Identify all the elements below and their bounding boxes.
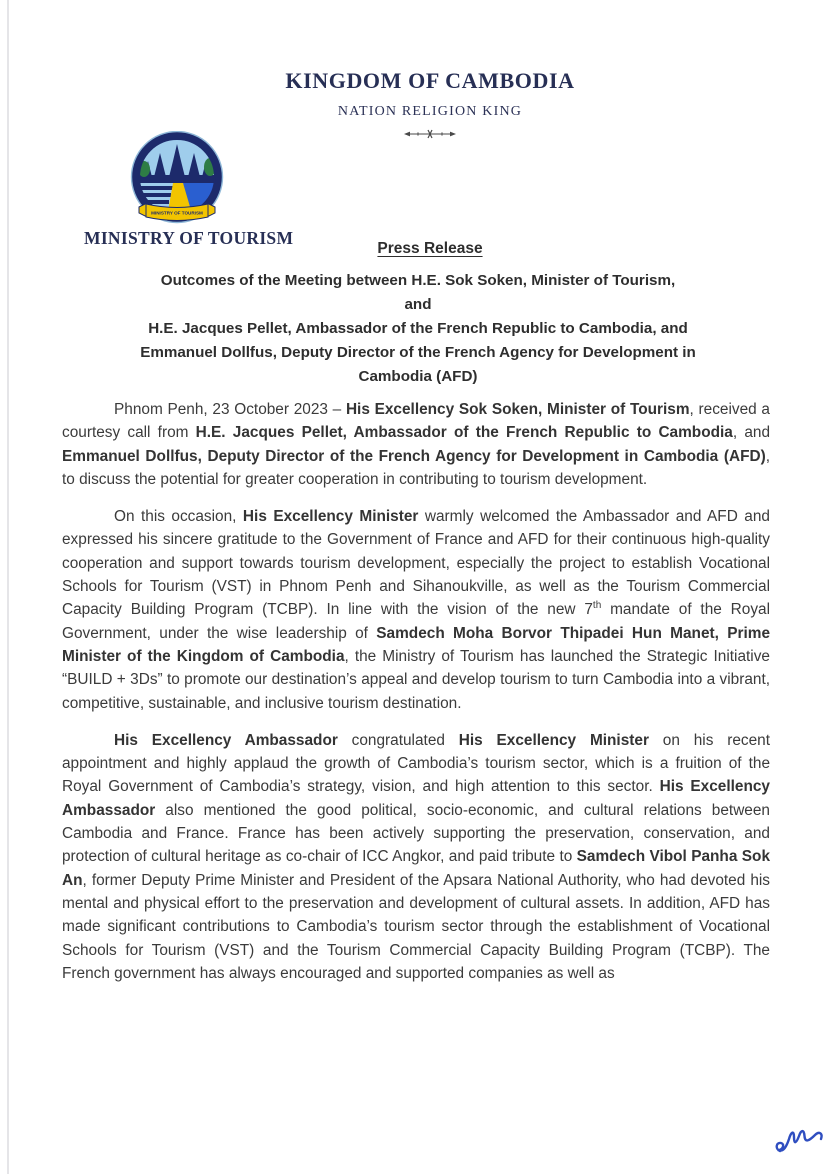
document-body xyxy=(62,398,770,999)
paragraph: Phnom Penh, 23 October 2023 – His Excellency Sok Soken, Minister of Tourism, received a courtesy call from H.E. Jacques Pellet, Ambassador of the French Republic to Cambodia, and Emmanuel Dollfus, Deputy Director of the French Agency for Development in Cambodia (AFD), to discuss the potential for greater cooperation in contributing to tourism development. xyxy=(62,401,770,488)
national-motto: NATION RELIGION KING xyxy=(337,104,523,119)
ministry-of-tourism-logo xyxy=(127,131,227,230)
scan-artifact-line xyxy=(7,0,9,1174)
kingdom-title: KINGDOM OF CAMBODIA xyxy=(285,68,575,93)
title-line: H.E. Jacques Pellet, Ambassador of the French Republic to Cambodia, and xyxy=(148,320,688,337)
paragraph: His Excellency Ambassador congratulated His Excellency Minister on his recent appointment and highly applaud the growth of Cambodia’s tourism sector, which is a fruition of the Royal Government of Cambodia’s strategy, vision, and high attention to this sector. His Excellency Ambassador also mentioned the good political, socio-economic, and cultural relations between Cambodia and France. France has been actively supporting the preservation, conservation, and protection of cultural heritage as co-chair of ICC Angkor, and paid tribute to Samdech Vibol Panha Sok An, former Deputy Prime Minister and President of the Apsara National Authority, who had devoted his mental and physical effort to the preservation and development of cultural assets. In addition, AFD has made significant contributions to Cambodia’s tourism sector through the establishment of Vocational Schools for Tourism (VST) and the Tourism Commercial Capacity Building Program (TCBP). The French government has always encouraged and supported companies as well as xyxy=(62,731,770,982)
paragraph: On this occasion, His Excellency Minister warmly welcomed the Ambassador and AFD and expressed his sincere gratitude to the Government of France and AFD for their continuous high-quality cooperation and support towards tourism development, especially the project to establish Vocational Schools for Tourism (VST) in Phnom Penh and Sihanoukville, as well as the Tourism Commercial Capacity Building Program (TCBP). In line with the vision of the new 7th mandate of the Royal Government, under the wise leadership of Samdech Moha Borvor Thipadei Hun Manet, Prime Minister of the Kingdom of Cambodia, the Ministry of Tourism has launched the Strategic Initiative “BUILD + 3Ds” to promote our destination’s appeal and develop tourism to turn Cambodia into a vibrant, competitive, sustainable, and inclusive tourism destination. xyxy=(62,508,770,712)
logo-banner-text: MINISTRY OF TOURISM xyxy=(151,210,203,216)
title-line: Outcomes of the Meeting between H.E. Sok Soken, Minister of Tourism, xyxy=(160,272,676,289)
title-line: Emmanuel Dollfus, Deputy Director of the French Agency for Development in xyxy=(140,344,696,361)
document-title xyxy=(60,269,776,389)
ministry-label: MINISTRY OF TOURISM xyxy=(84,228,294,248)
handwritten-initials xyxy=(770,1115,826,1167)
title-line: and xyxy=(404,296,432,313)
press-release-heading: Press Release xyxy=(377,240,483,257)
title-line: Cambodia (AFD) xyxy=(358,368,478,385)
